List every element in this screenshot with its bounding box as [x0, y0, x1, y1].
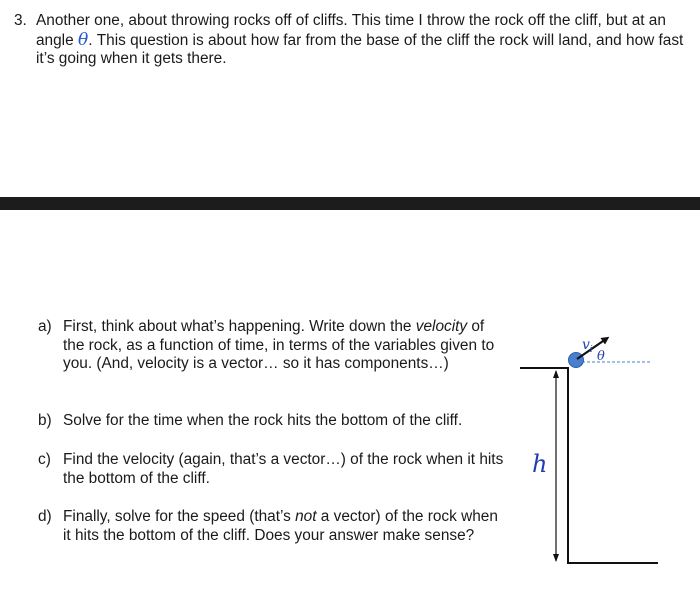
- part-b-letter: b): [38, 412, 52, 429]
- part-d-letter: d): [38, 508, 52, 525]
- height-label: h: [532, 450, 548, 478]
- part-b-text: Solve for the time when the rock hits the bottom of the cliff.: [63, 412, 463, 429]
- question-text: Another one, about throwing rocks off of cliffs. This time I throw the rock off the cliff, but at an angle θ. This question is about how far from the base of the cliff the rock will land, and how fast it’s going when it gets there.: [36, 12, 684, 68]
- theta-symbol: θ: [77, 29, 89, 50]
- question-number: 3.: [14, 12, 27, 29]
- part-a-text: First, think about what’s happening. Write down the velocity of the rock, as a function of time, in terms of the variables given to you. (And, velocity is a vector… so it has components…): [63, 318, 495, 373]
- part-c-letter: c): [38, 451, 51, 468]
- height-arrow-bottom: [553, 554, 559, 562]
- part-a-letter: a): [38, 318, 52, 335]
- part-d-text: Finally, solve for the speed (that’s not a vector) of the rock when it hits the bottom of the cliff. Does your answer make sense?: [63, 508, 498, 544]
- angle-label: θ: [597, 349, 605, 364]
- velocity-label: $v_i$: [582, 337, 593, 355]
- not-emphasis: not: [295, 508, 317, 525]
- velocity-emphasis: velocity: [415, 318, 468, 335]
- part-c-text: Find the velocity (again, that’s a vector…) of the rock when it hits the bottom of the cliff.: [63, 451, 504, 487]
- height-arrow-top: [553, 370, 559, 378]
